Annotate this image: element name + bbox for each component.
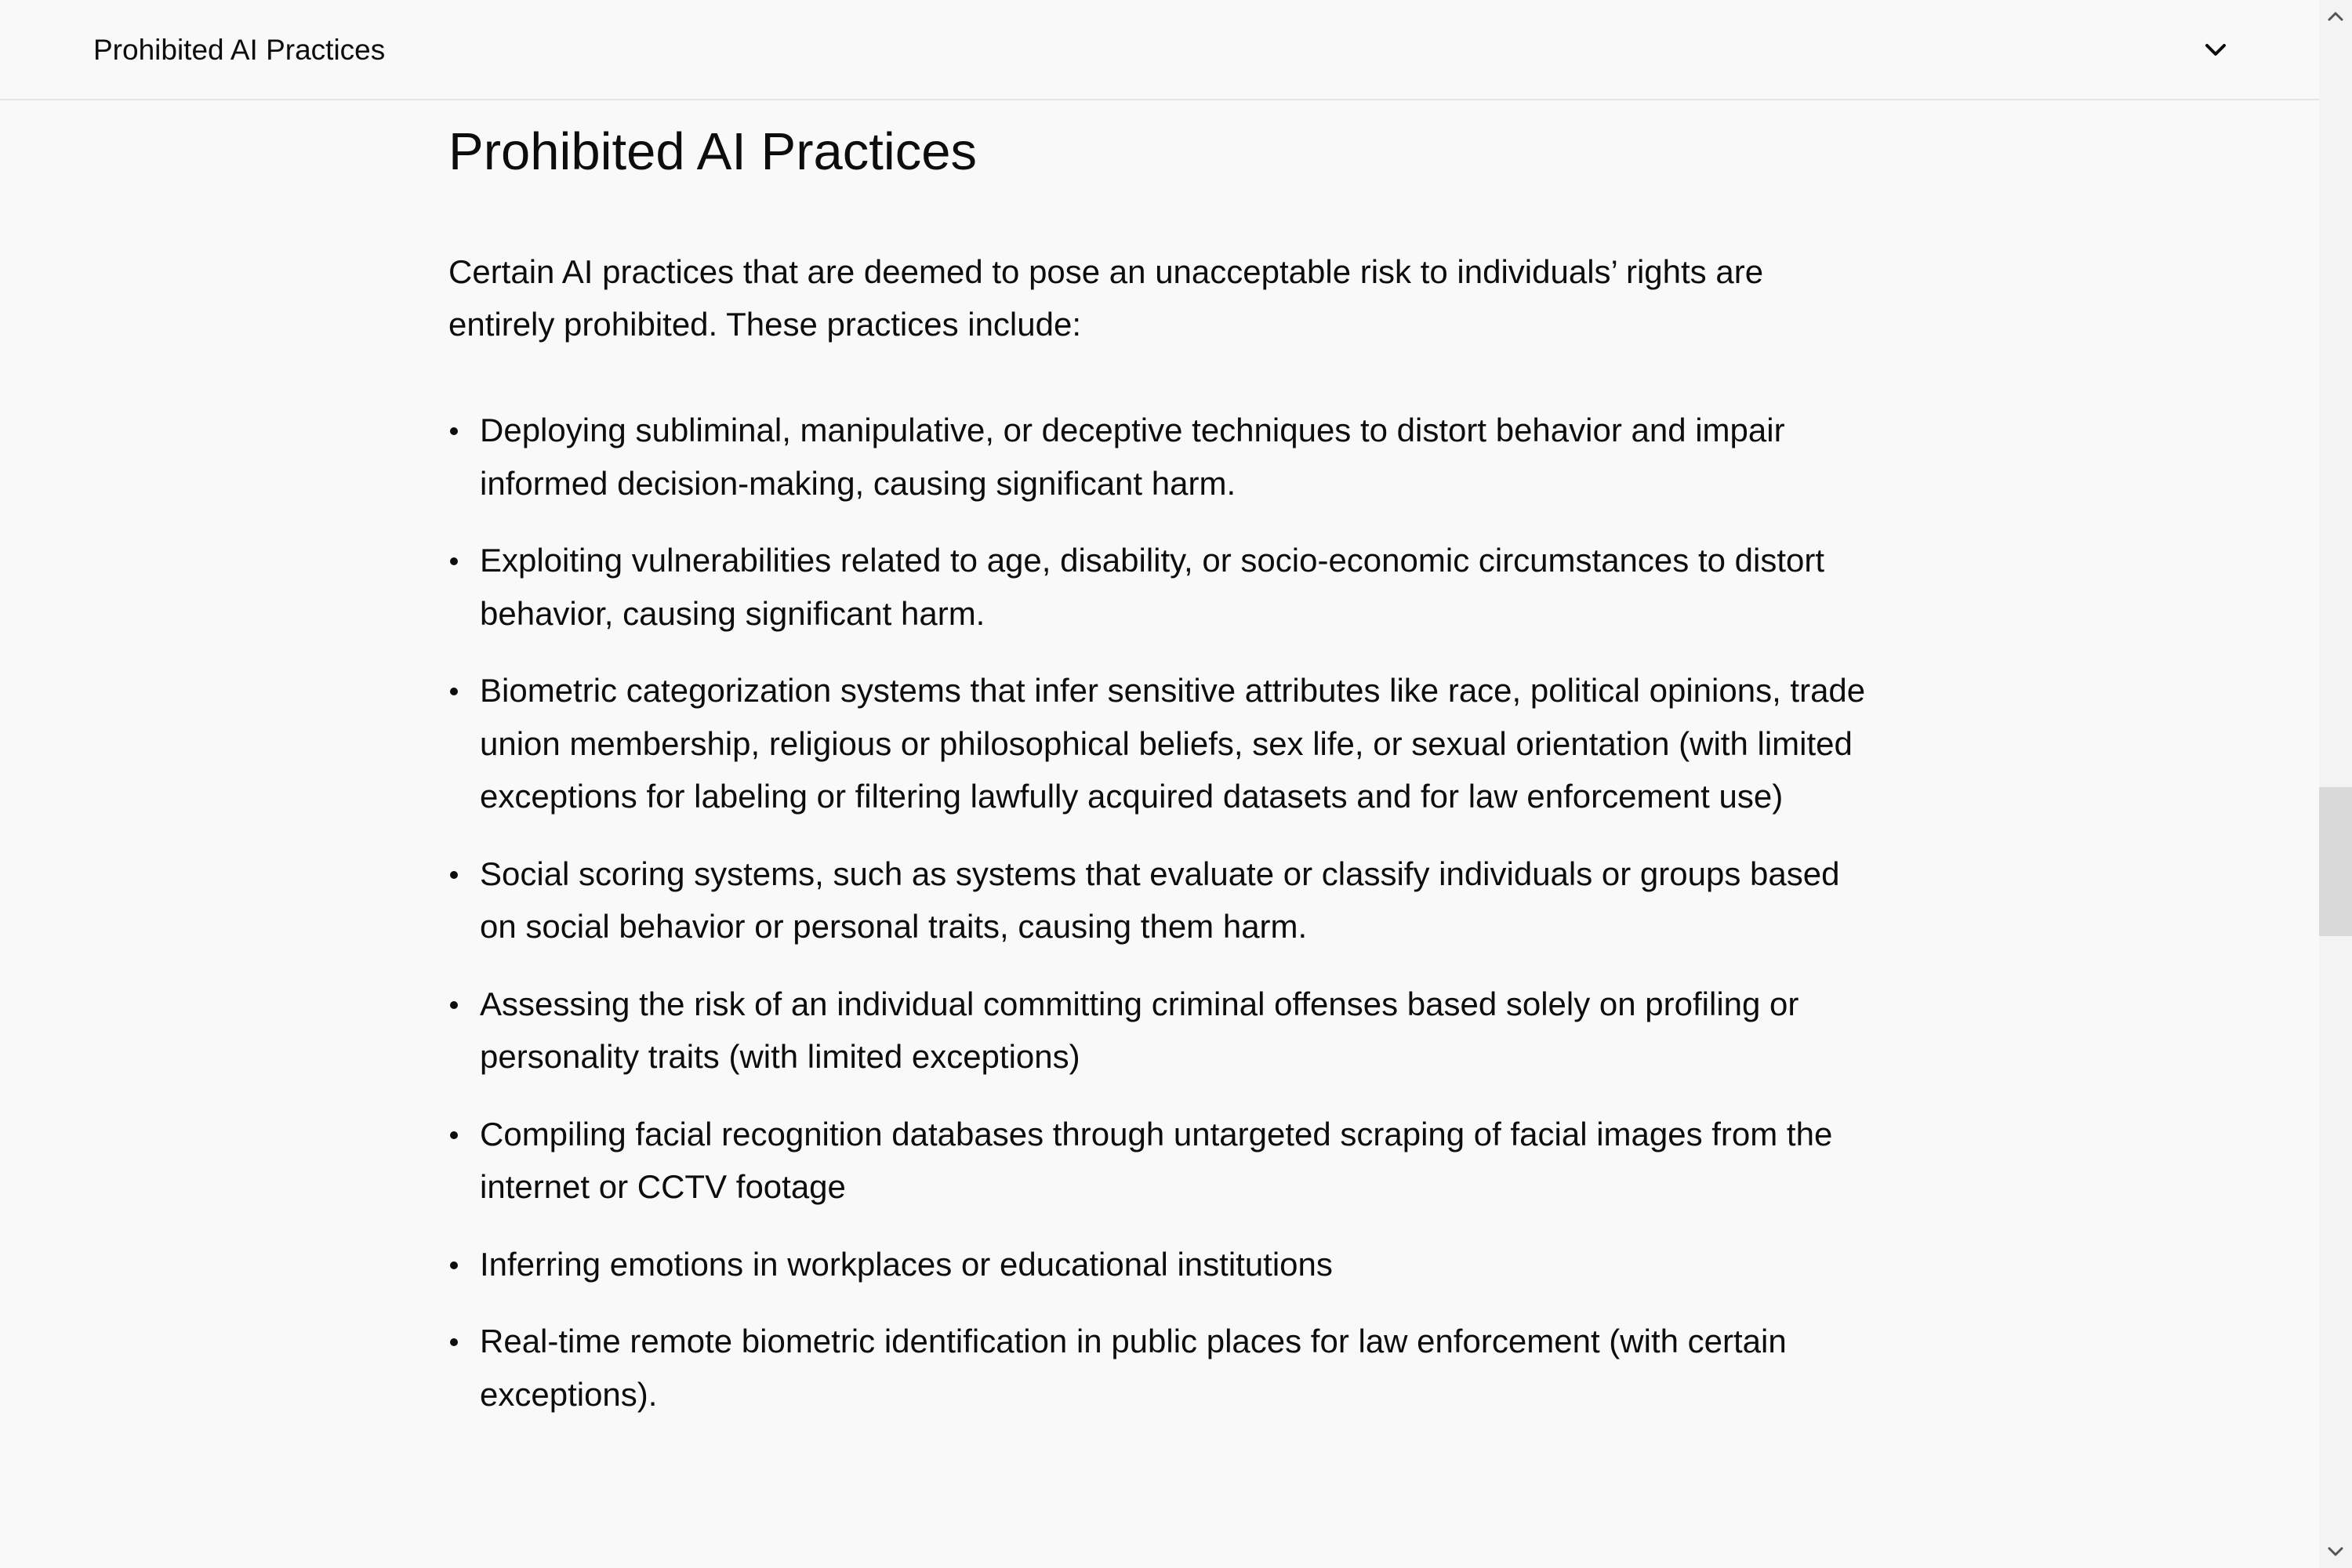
prohibited-practices-list [448, 404, 1875, 1445]
list-item: Deploying subliminal, manipulative, or deceptive techniques to distort behavior and impair informed decision-making, causing significant harm. [448, 404, 1875, 510]
list-item: Biometric categorization systems that infer sensitive attributes like race, political opinions, trade union membership, religious or philosophical beliefs, sex life, or sexual orientation (with limited exceptions for labeling or filtering lawfully acquired datasets and for law enforcement use) [448, 664, 1875, 823]
section-header-bar[interactable] [0, 0, 2319, 100]
page-title: Prohibited AI Practices [448, 122, 978, 181]
list-item: Exploiting vulnerabilities related to age, disability, or socio-economic circumstances to distort behavior, causing significant harm. [448, 534, 1875, 640]
scrollbar-thumb[interactable] [2319, 787, 2352, 936]
list-item: Compiling facial recognition databases through untargeted scraping of facial images from the internet or CCTV footage [448, 1108, 1875, 1214]
vertical-scrollbar[interactable] [2319, 0, 2352, 1568]
scroll-down-arrow-icon[interactable] [2319, 1535, 2352, 1568]
intro-paragraph: Certain AI practices that are deemed to pose an unacceptable risk to individuals’ rights are entirely prohibited. These practices include: [448, 253, 1764, 343]
chevron-down-icon[interactable] [2200, 34, 2231, 66]
list-item: Inferring emotions in workplaces or educational institutions [448, 1238, 1875, 1291]
list-item: Social scoring systems, such as systems that evaluate or classify individuals or groups based on social behavior or personal traits, causing them harm. [448, 848, 1875, 953]
section-header-title: Prohibited AI Practices [93, 34, 386, 66]
scroll-up-arrow-icon[interactable] [2319, 0, 2352, 33]
list-item: Assessing the risk of an individual committing criminal offenses based solely on profiling or personality traits (with limited exceptions) [448, 978, 1875, 1083]
list-item: Real-time remote biometric identification in public places for law enforcement (with certain exceptions). [448, 1315, 1875, 1421]
